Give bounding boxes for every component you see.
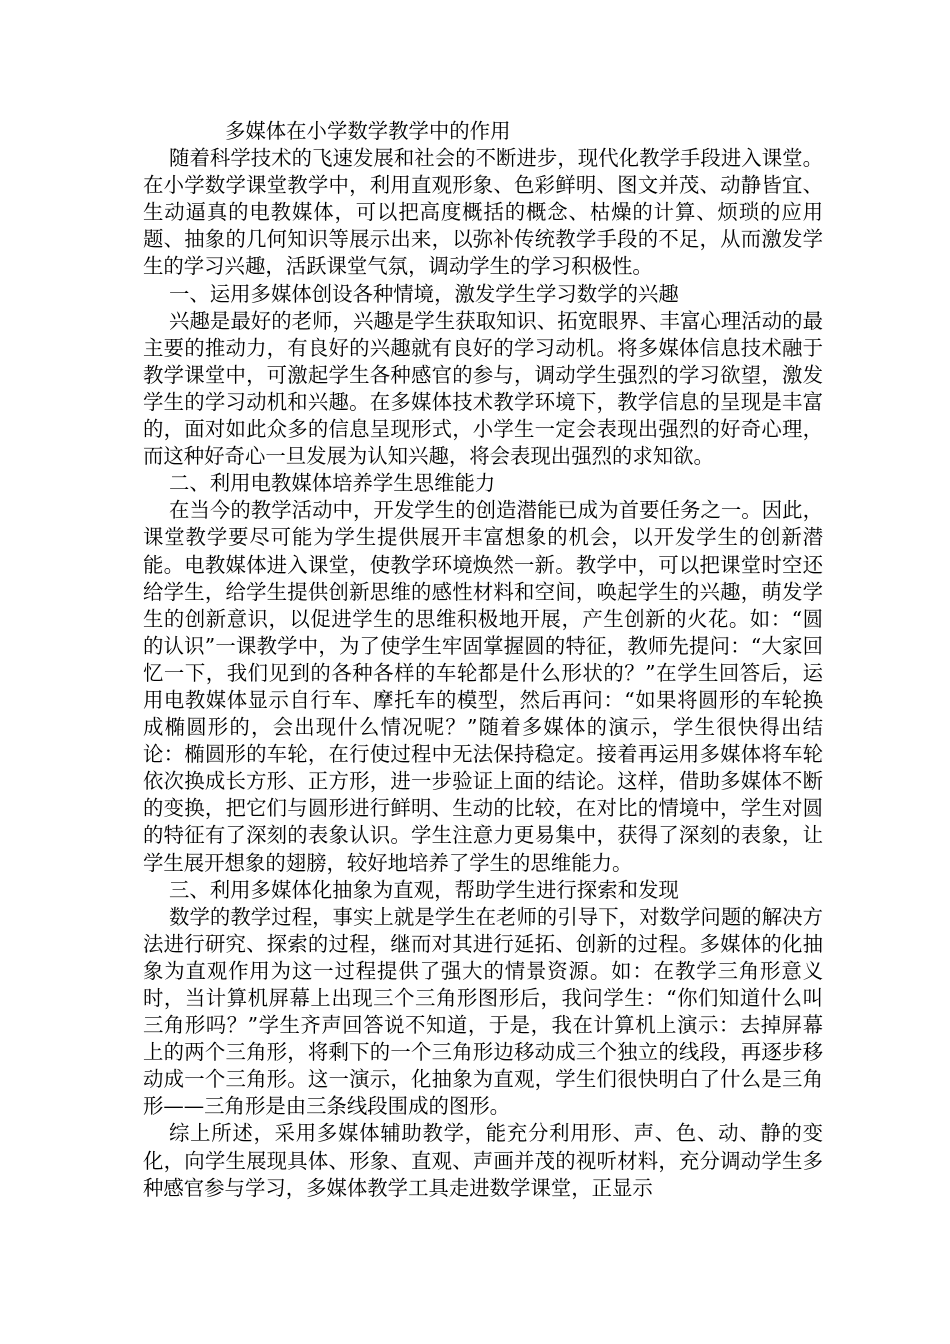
document-title: 多媒体在小学数学教学中的作用 bbox=[225, 119, 511, 143]
section-2-paragraph: 在当今的教学活动中，开发学生的创造潜能已成为首要任务之一。因此，课堂教学要尽可能为学生提供展开丰富想象的机会，以开发学生的创新潜能。电教媒体进入课堂，使教学环境焕然一新。教学中，可以把课堂时空还给学生，给学生提供创新思维的感性材料和空间，唤起学生的兴趣，萌发学生的创新意识，以促进学生的思维积极地开展，产生创新的火花。如：“圆的认识”一课教学中，为了使学生牢固掌握圆的特征，教师先提问：“大家回忆一下，我们见到的各种各样的车轮都是什么形状的？”在学生回答后，运用电教媒体显示自行车、摩托车的模型，然后再问：“如果将圆形的车轮换成椭圆形的，会出现什么情况呢？”随着多媒体的演示，学生很快得出结论：椭圆形的车轮，在行使过程中无法保持稳定。接着再运用多媒体将车轮依次换成长方形、正方形，进一步验证上面的结论。这样，借助多媒体不断的变换，把它们与圆形进行鲜明、生动的比较，在对比的情境中，学生对圆的特征有了深刻的表象认识。学生注意力更易集中，获得了深刻的表象，让学生展开想象的翅膀，较好地培养了学生的思维能力。 bbox=[143, 498, 823, 875]
conclusion-paragraph: 综上所述，采用多媒体辅助教学，能充分利用形、声、色、动、静的变化，向学生展现具体、形象、直观、声画并茂的视听材料，充分调动学生多种感官参与学习，多媒体教学工具走进数学课堂，正显示 bbox=[143, 1121, 823, 1200]
document-page bbox=[143, 118, 823, 1202]
section-heading-1: 一、运用多媒体创设各种情境，激发学生学习数学的兴趣 bbox=[169, 281, 679, 306]
section-3-paragraph: 数学的教学过程，事实上就是学生在老师的引导下，对数学问题的解决方法进行研究、探索的过程，继而对其进行延拓、创新的过程。多媒体的化抽象为直观作用为这一过程提供了强大的情景资源。如：在教学三角形意义时，当计算机屏幕上出现三个三角形图形后，我问学生：“你们知道什么叫三角形吗？”学生齐声回答说不知道，于是，我在计算机上演示：去掉屏幕上的两个三角形，将剩下的一个三角形边移动成三个独立的线段，再逐步移动成一个三角形。这一演示，化抽象为直观，学生们很快明白了什么是三角形——三角形是由三条线段围成的图形。 bbox=[143, 904, 823, 1119]
section-heading-2: 二、利用电教媒体培养学生思维能力 bbox=[169, 471, 496, 496]
section-heading-3: 三、利用多媒体化抽象为直观，帮助学生进行探索和发现 bbox=[169, 877, 679, 902]
section-1-paragraph: 兴趣是最好的老师，兴趣是学生获取知识、拓宽眼界、丰富心理活动的最主要的推动力，有良好的兴趣就有良好的学习动机。将多媒体信息技术融于教学课堂中，可激起学生各种感官的参与，调动学生强烈的学习欲望，激发学生的学习动机和兴趣。在多媒体技术教学环境下，教学信息的呈现是丰富的，面对如此众多的信息呈现形式，小学生一定会表现出强烈的好奇心理，而这种好奇心一旦发展为认知兴趣，将会表现出强烈的求知欲。 bbox=[143, 308, 823, 469]
intro-paragraph: 随着科学技术的飞速发展和社会的不断进步，现代化教学手段进入课堂。在小学数学课堂教学中，利用直观形象、色彩鲜明、图文并茂、动静皆宜、生动逼真的电教媒体，可以把高度概括的概念、枯燥的计算、烦琐的应用题、抽象的几何知识等展示出来，以弥补传统教学手段的不足，从而激发学生的学习兴趣，活跃课堂气氛，调动学生的学习积极性。 bbox=[143, 146, 823, 279]
